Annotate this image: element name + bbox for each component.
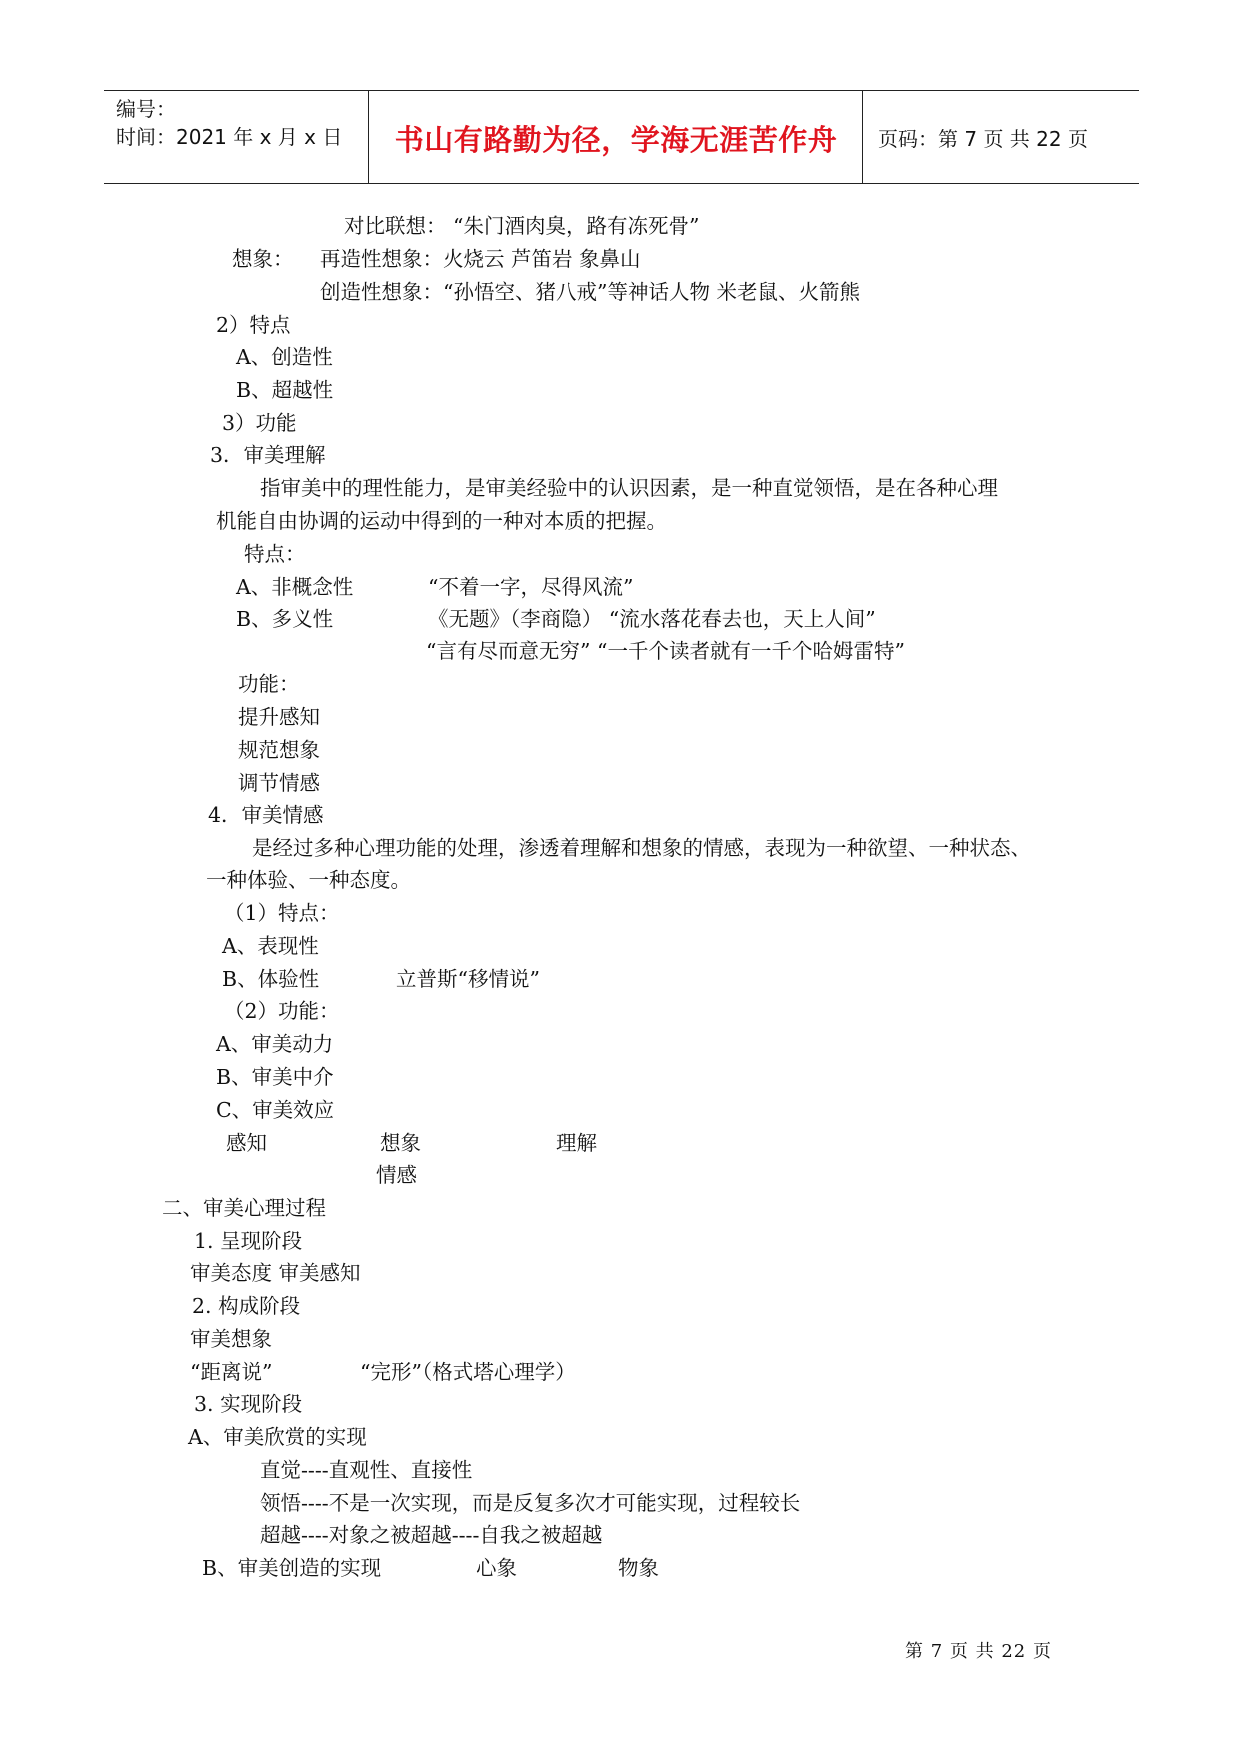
text-line: 3. 实现阶段 <box>194 1392 303 1416</box>
header-right-cell <box>864 91 1139 183</box>
text-line: “距离说” <box>190 1360 273 1384</box>
text-line: 《无题》（李商隐） “流水落花春去也，天上人间” <box>428 607 876 631</box>
text-line: 想象 <box>380 1131 421 1155</box>
text-line: A、创造性 <box>236 345 333 369</box>
text-line: 情感 <box>376 1163 417 1187</box>
time-label: 时间：2021 年 x 月 x 日 <box>116 125 343 149</box>
text-line: 3）功能 <box>222 411 297 435</box>
text-line: 再造性想象：火烧云 芦笛岩 象鼻山 <box>320 247 641 271</box>
text-line: 提升感知 <box>238 705 320 729</box>
text-line: 审美想象 <box>190 1327 272 1351</box>
text-line: 3．审美理解 <box>210 443 326 467</box>
serial-label: 编号： <box>116 97 176 121</box>
motto: 书山有路勤为径，学海无涯苦作舟 <box>394 123 838 157</box>
text-line: A、审美动力 <box>216 1032 334 1056</box>
text-line: B、审美中介 <box>216 1065 334 1089</box>
header-left-cell <box>104 91 369 183</box>
text-line: 物象 <box>618 1556 659 1580</box>
text-line: B、审美创造的实现 <box>202 1556 382 1580</box>
text-line: 想象： <box>232 247 294 271</box>
page-header <box>104 90 1139 184</box>
text-line: 一种体验、一种态度。 <box>206 868 411 892</box>
text-line: 领悟----不是一次实现，而是反复多次才可能实现，过程较长 <box>260 1491 801 1515</box>
text-line: 理解 <box>556 1131 597 1155</box>
text-line: 二、审美心理过程 <box>162 1196 326 1220</box>
text-line: A、非概念性 <box>236 575 354 599</box>
text-line: （2）功能： <box>224 999 340 1023</box>
header-motto-cell <box>370 91 863 183</box>
text-line: B、超越性 <box>236 378 334 402</box>
text-line: 对比联想： “朱门酒肉臭，路有冻死骨” <box>344 214 700 238</box>
text-line: A、审美欣赏的实现 <box>188 1425 367 1449</box>
text-line: 1. 呈现阶段 <box>194 1229 303 1253</box>
text-line: 规范想象 <box>238 738 320 762</box>
text-line: 调节情感 <box>238 771 320 795</box>
text-line: 功能： <box>238 672 300 696</box>
text-line: B、多义性 <box>236 607 334 631</box>
text-line: 机能自由协调的运动中得到的一种对本质的把握。 <box>216 509 667 533</box>
text-line: 审美态度 审美感知 <box>190 1261 361 1285</box>
text-line: “不着一字，尽得风流” <box>428 575 634 599</box>
text-line: “言有尽而意无穷” “一千个读者就有一千个哈姆雷特” <box>426 639 905 663</box>
text-line: 直觉----直观性、直接性 <box>260 1458 473 1482</box>
text-line: （1）特点： <box>224 901 340 925</box>
text-line: 感知 <box>226 1131 267 1155</box>
text-line: 4．审美情感 <box>208 803 324 827</box>
text-line: 2. 构成阶段 <box>192 1294 301 1318</box>
text-line: B、体验性 <box>222 967 320 991</box>
text-line: 创造性想象：“孙悟空、猪八戒”等神话人物 米老鼠、火箭熊 <box>320 280 860 304</box>
text-line: 指审美中的理性能力，是审美经验中的认识因素，是一种直觉领悟，是在各种心理 <box>260 476 998 500</box>
text-line: C、审美效应 <box>216 1098 335 1122</box>
text-line: 2）特点 <box>216 313 291 337</box>
text-line: A、表现性 <box>222 934 319 958</box>
text-line: 超越----对象之被超越----自我之被超越 <box>260 1523 603 1547</box>
text-line: 是经过多种心理功能的处理，渗透着理解和想象的情感，表现为一种欲望、一种状态、 <box>252 836 1031 860</box>
text-line: 心象 <box>476 1556 517 1580</box>
header-page-info: 页码：第 7 页 共 22 页 <box>878 127 1088 151</box>
text-line: 立普斯“移情说” <box>396 967 540 991</box>
page-footer: 第 7 页 共 22 页 <box>905 1641 1052 1662</box>
text-line: “完形”（格式塔心理学） <box>360 1360 576 1384</box>
text-line: 特点： <box>244 542 306 566</box>
